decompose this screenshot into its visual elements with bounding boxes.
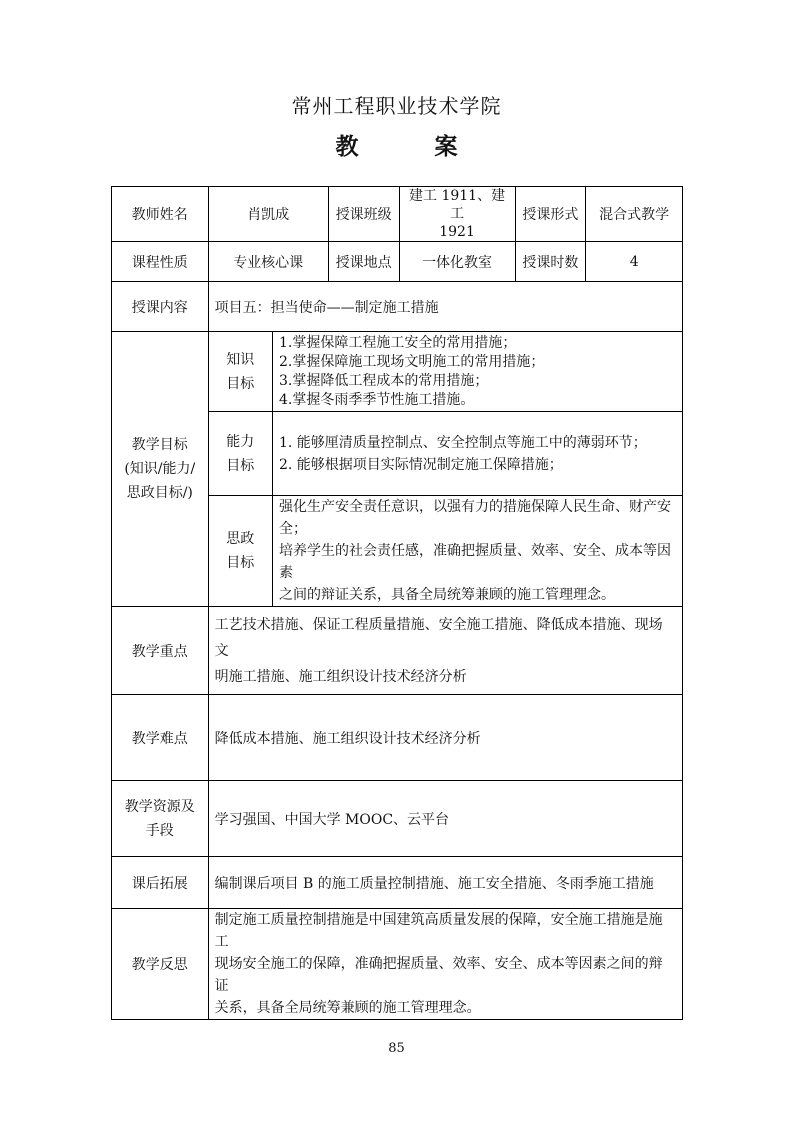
ideology-label <box>208 496 272 607</box>
text-line: 制定施工质量控制措施是中国建筑高质量发展的保障，安全施工措施是施工 <box>214 912 663 950</box>
list-item: 2.掌握保障施工现场文明施工的常用措施； <box>278 353 545 370</box>
place-value: 一体化教室 <box>399 242 515 282</box>
difficulties-label: 教学难点 <box>112 695 209 781</box>
table-row <box>112 332 683 412</box>
key-points-label: 教学重点 <box>112 607 209 695</box>
table-row <box>112 857 683 909</box>
resources-label <box>112 781 209 857</box>
hours-value: 4 <box>586 242 683 282</box>
objectives-label-line2: (知识/能力/ <box>124 461 196 477</box>
form-label: 授课形式 <box>515 187 586 242</box>
objectives-label-line3: 思政目标/) <box>126 485 193 501</box>
difficulties-value: 降低成本措施、施工组织设计技术经济分析 <box>208 695 682 781</box>
extension-value: 编制课后项目 B 的施工质量控制措施、施工安全措施、冬雨季施工措施 <box>208 857 682 909</box>
table-row <box>112 909 683 1020</box>
ideology-label-line1: 思政 <box>226 531 255 547</box>
text-line: 之间的辩证关系，具备全局统筹兼顾的施工管理理念。 <box>278 587 615 603</box>
nature-value: 专业核心课 <box>208 242 328 282</box>
ability-label-line2: 目标 <box>226 457 255 474</box>
list-item: 4.掌握冬雨季季节性施工措施。 <box>278 391 475 408</box>
content-label: 授课内容 <box>112 282 209 332</box>
table-row <box>112 607 683 695</box>
reflection-text <box>208 909 682 1020</box>
ability-label <box>208 412 272 496</box>
text-line: 工艺技术措施、保证工程质量措施、安全施工措施、降低成本措施、现场文 <box>214 616 663 659</box>
ability-items <box>272 412 682 496</box>
key-points-text <box>208 607 682 695</box>
table-row <box>112 187 683 242</box>
teacher-value: 肖凯成 <box>208 187 328 242</box>
class-label: 授课班级 <box>328 187 399 242</box>
resources-value: 学习强国、中国大学 MOOC、云平台 <box>208 781 682 857</box>
table-row <box>112 781 683 857</box>
hours-label: 授课时数 <box>515 242 586 282</box>
content-value: 项目五：担当使命——制定施工措施 <box>208 282 682 332</box>
page-number: 85 <box>388 1041 405 1056</box>
knowledge-label-line1: 知识 <box>226 351 255 368</box>
list-item: 3.掌握降低工程成本的常用措施； <box>278 372 489 389</box>
resources-label-line2: 手段 <box>145 822 174 839</box>
class-value-line2: 1921 <box>439 224 475 240</box>
class-value-line1: 建工 1911、建工 <box>409 188 506 222</box>
resources-label-line1: 教学资源及 <box>124 798 195 815</box>
text-line: 培养学生的社会责任感，准确把握质量、效率、安全、成本等因素 <box>278 543 671 581</box>
ideology-label-line2: 目标 <box>226 555 255 571</box>
list-item: 1.掌握保障工程施工安全的常用措施； <box>278 334 517 351</box>
table-row <box>112 282 683 332</box>
text-line: 强化生产安全责任意识，以强有力的措施保障人民生命、财产安全； <box>278 499 671 537</box>
text-line: 明施工措施、施工组织设计技术经济分析 <box>214 668 467 685</box>
objectives-label <box>112 332 209 607</box>
list-item: 2. 能够根据项目实际情况制定施工保障措施； <box>278 456 563 473</box>
document-title: 教 案 <box>335 133 492 160</box>
list-item: 1. 能够厘清质量控制点、安全控制点等施工中的薄弱环节； <box>278 434 647 451</box>
ideology-text <box>272 496 682 607</box>
nature-label: 课程性质 <box>112 242 209 282</box>
knowledge-label-line2: 目标 <box>226 375 255 392</box>
place-label: 授课地点 <box>328 242 399 282</box>
text-line: 现场安全施工的保障，准确把握质量、效率、安全、成本等因素之间的辩证 <box>214 956 663 994</box>
objectives-label-line1: 教学目标 <box>131 437 188 453</box>
table-row <box>112 695 683 781</box>
lesson-plan-table <box>111 186 683 1020</box>
text-line: 关系，具备全局统筹兼顾的施工管理理念。 <box>214 1000 481 1016</box>
ability-label-line1: 能力 <box>226 433 255 450</box>
table-row <box>112 242 683 282</box>
knowledge-label <box>208 332 272 412</box>
form-value: 混合式教学 <box>586 187 683 242</box>
school-name: 常州工程职业技术学院 <box>291 94 502 118</box>
knowledge-items <box>272 332 682 412</box>
class-value <box>399 187 515 242</box>
teacher-label: 教师姓名 <box>112 187 209 242</box>
reflection-label: 教学反思 <box>112 909 209 1020</box>
extension-label: 课后拓展 <box>112 857 209 909</box>
